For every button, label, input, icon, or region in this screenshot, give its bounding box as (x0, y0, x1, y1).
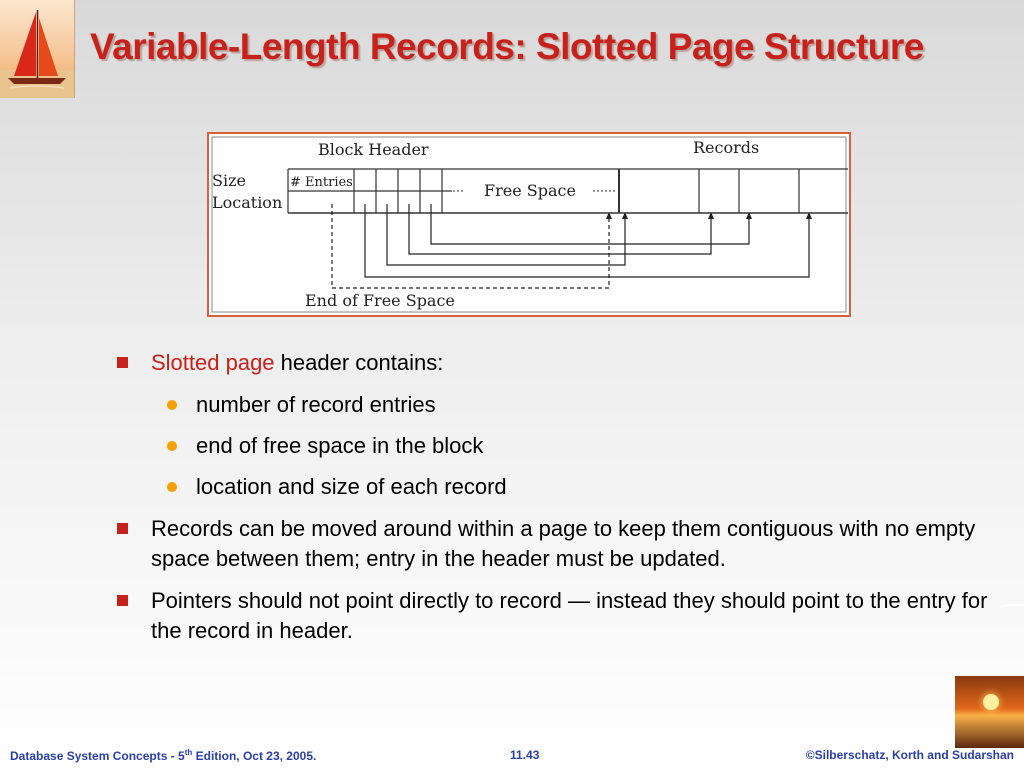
sub-bullet-item (151, 390, 990, 420)
bullet-text: Records can be moved around within a page to keep them contiguous with no empty space between them; entry in the header must be updated. (151, 516, 976, 571)
square-bullet-icon (117, 523, 128, 534)
size-label: Size (212, 171, 246, 190)
sub-bullet-item (151, 431, 990, 461)
record-cells (619, 169, 799, 213)
block-header-label: Block Header (318, 140, 429, 159)
free-space-label: Free Space (484, 181, 576, 200)
square-bullet-icon (117, 595, 128, 606)
sub-bullet-item (151, 472, 990, 502)
records-label: Records (693, 138, 760, 157)
footer-slide-number: 11.43 (510, 748, 540, 762)
circle-bullet-icon (167, 400, 177, 410)
bullet-text: header contains: (274, 350, 444, 375)
bullet-records-moved (110, 514, 990, 574)
bullet-slotted-page (110, 348, 990, 502)
sun-icon (983, 694, 999, 710)
decorative-swoosh (998, 604, 1024, 616)
sub-bullet-list (151, 390, 990, 502)
end-free-space-pointer (332, 204, 609, 288)
circle-bullet-icon (167, 441, 177, 451)
sailboat-logo (0, 0, 75, 98)
square-bullet-icon (117, 357, 128, 368)
sub-bullet-text: location and size of each record (196, 474, 507, 499)
slotted-page-diagram (207, 132, 851, 317)
bullet-text: Pointers should not point directly to record — instead they should point to the entry for the record in header. (151, 588, 988, 643)
slotted-page-highlight: Slotted page (151, 350, 275, 375)
end-free-space-label: End of Free Space (305, 291, 455, 310)
inner-frame (212, 137, 846, 312)
bullet-list (110, 348, 990, 658)
sailboat-icon (0, 0, 74, 98)
sub-bullet-text: number of record entries (196, 392, 436, 417)
footer-copyright: ©Silberschatz, Korth and Sudarshan (805, 748, 1014, 762)
slide-title: Variable-Length Records: Slotted Page Structure (90, 26, 924, 67)
sub-bullet-text: end of free space in the block (196, 433, 484, 458)
bullet-pointers (110, 586, 990, 646)
sunset-image (955, 676, 1024, 748)
circle-bullet-icon (167, 482, 177, 492)
footer-course-info: Database System Concepts - 5th Edition, Oct 23, 2005. (10, 748, 317, 763)
record-pointers (365, 204, 809, 277)
location-label: Location (212, 193, 283, 212)
entries-label: # Entries (290, 175, 353, 190)
